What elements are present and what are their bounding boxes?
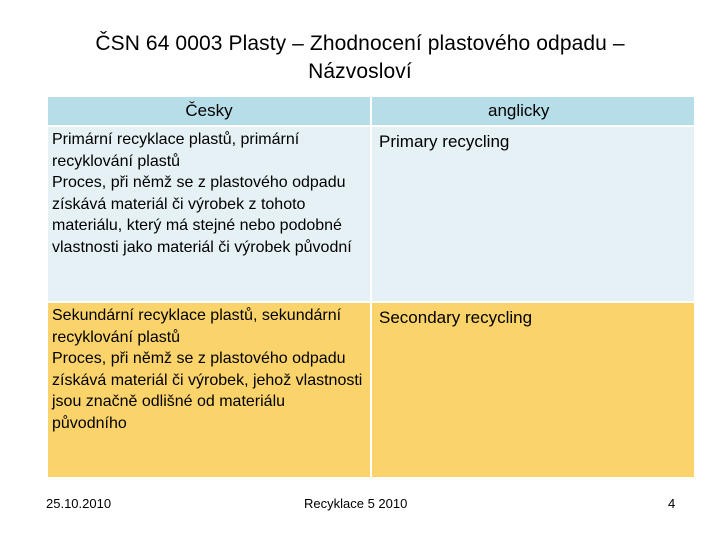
cell-english-primary bbox=[372, 127, 694, 301]
term-name-en: Secondary recycling bbox=[379, 308, 533, 327]
term-definition-cz: Proces, při němž se z plastového odpadu získává materiál či výrobek z tohoto materiálu, který má stejné nebo podobné vlastnosti jako materiál či výrobek původní bbox=[52, 174, 352, 256]
terminology-table bbox=[46, 95, 696, 479]
page-number: 4 bbox=[668, 496, 676, 511]
slide-title-line-2: Názvosloví bbox=[308, 60, 412, 83]
cell-czech-primary bbox=[48, 127, 370, 301]
header-english: anglicky bbox=[372, 97, 694, 125]
table-row-secondary bbox=[48, 303, 694, 477]
term-name-en: Primary recycling bbox=[379, 132, 510, 151]
term-name-cz: Primární recyklace plastů, primární recyklování plastů bbox=[52, 131, 300, 170]
table-header-row bbox=[48, 97, 694, 125]
footer-title: Recyklace 5 2010 bbox=[304, 496, 408, 511]
cell-czech-secondary bbox=[48, 303, 370, 477]
term-definition-cz: Proces, při němž se z plastového odpadu získává materiál či výrobek, jehož vlastnosti jsou značně odlišné od materiálu původního bbox=[52, 350, 363, 432]
footer-date: 25.10.2010 bbox=[46, 496, 112, 511]
table-row-primary bbox=[48, 127, 694, 301]
slide-title-line-1: ČSN 64 0003 Plasty – Zhodnocení plastového odpadu – bbox=[95, 32, 625, 55]
term-name-cz: Sekundární recyklace plastů, sekundární recyklování plastů bbox=[52, 307, 342, 346]
slide-title bbox=[20, 30, 700, 86]
cell-english-secondary bbox=[372, 303, 694, 477]
header-czech: Česky bbox=[48, 97, 370, 125]
